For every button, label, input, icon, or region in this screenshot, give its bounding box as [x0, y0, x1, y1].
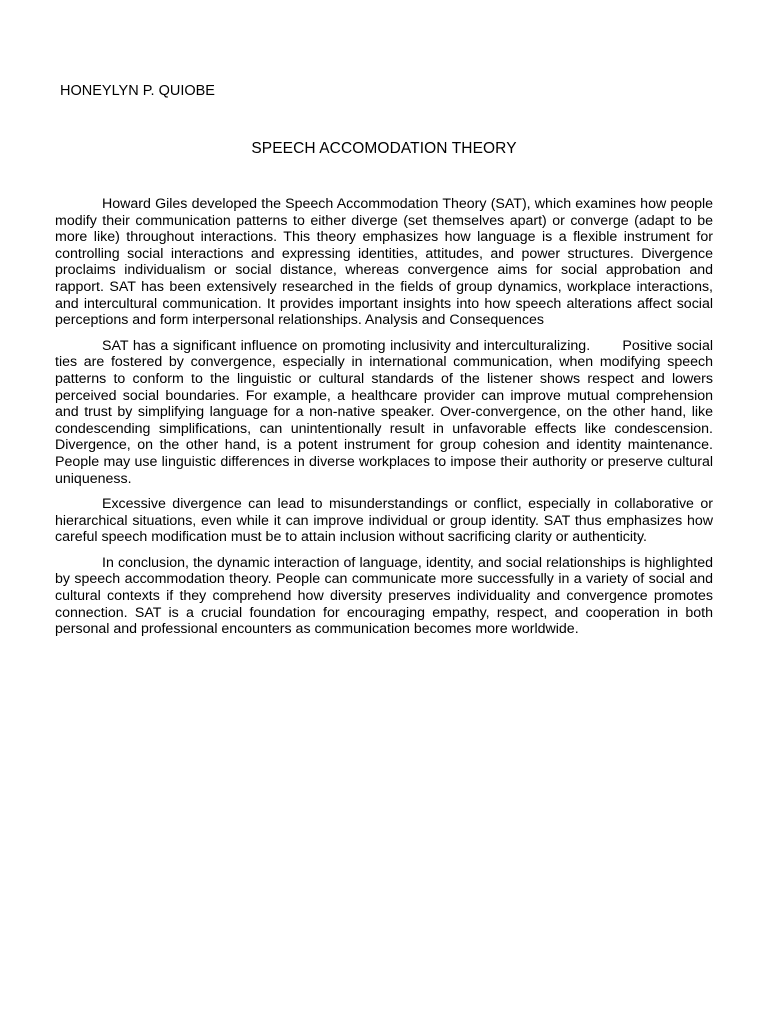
- paragraph-2: SAT has a significant influence on promoting inclusivity and interculturalizing. Positive social ties are fostered by convergence, especially in international communication, when modifying speech patterns to conform to the linguistic or cultural standards of the listener shows respect and lowers perceived social boundaries. For example, a healthcare provider can improve mutual comprehension and trust by simplifying language for a non-native speaker. Over-convergence, on the other hand, like condescending simplifications, can unintentionally result in unfavorable effects like condescension. Divergence, on the other hand, is a potent instrument for group cohesion and identity maintenance. People may use linguistic differences in diverse workplaces to impose their authority or preserve cultural uniqueness.: [55, 337, 713, 487]
- paragraph-1: Howard Giles developed the Speech Accommodation Theory (SAT), which examines how people modify their communication patterns to either diverge (set themselves apart) or converge (adapt to be more like) throughout interactions. This theory emphasizes how language is a flexible instrument for controlling social interactions and expressing identities, attitudes, and power structures. Divergence proclaims individualism or social distance, whereas convergence aims for social approbation and rapport. SAT has been extensively researched in the fields of group dynamics, workplace interactions, and intercultural communication. It provides important insights into how speech alterations affect social perceptions and form interpersonal relationships. Analysis and Consequences: [55, 196, 713, 329]
- paragraph-4: In conclusion, the dynamic interaction of language, identity, and social relationships is highlighted by speech accommodation theory. People can communicate more successfully in a variety of social and cultural contexts if they comprehend how diversity preserves individuality and convergence promotes connection. SAT is a crucial foundation for encouraging empathy, respect, and cooperation in both personal and professional encounters as communication becomes more worldwide.: [55, 554, 713, 638]
- paragraph-3: Excessive divergence can lead to misunderstandings or conflict, especially in collaborative or hierarchical situations, even while it can improve individual or group identity. SAT thus emphasizes how careful speech modification must be to attain inclusion without sacrificing clarity or authenticity.: [55, 496, 713, 546]
- author-name: HONEYLYN P. QUIOBE: [60, 83, 215, 99]
- document-body: [55, 196, 713, 647]
- document-title: SPEECH ACCOMODATION THEORY: [251, 140, 517, 157]
